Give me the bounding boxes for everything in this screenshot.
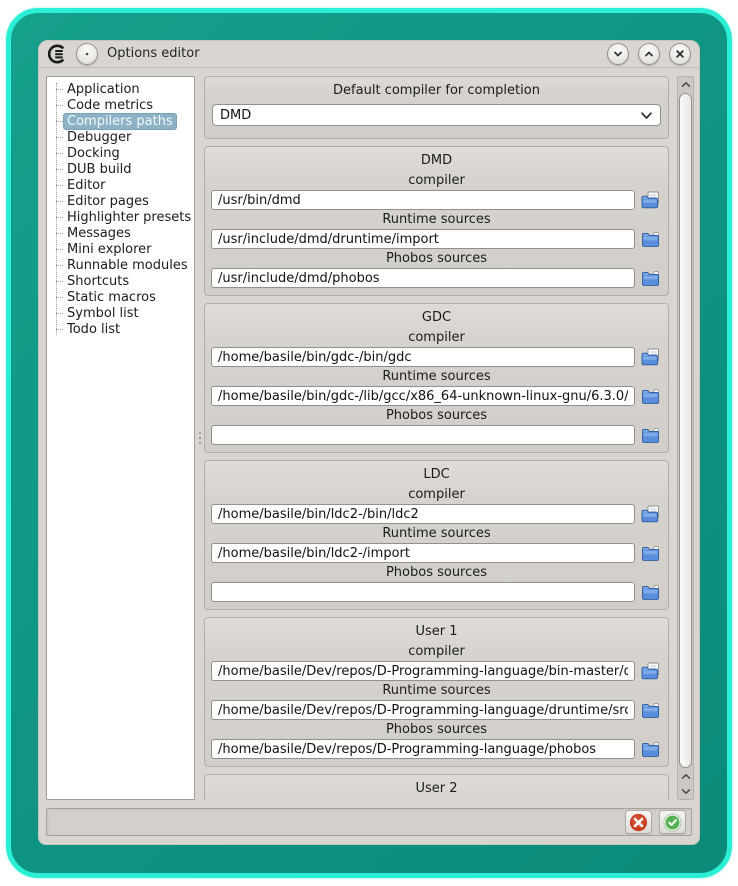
runtime-field-label: Runtime sources (382, 212, 491, 227)
runtime-field-label: Runtime sources (382, 369, 491, 384)
sidebar-item-label: Debugger (67, 129, 132, 145)
compiler-field-label: compiler (408, 487, 465, 502)
browse-folder-button[interactable] (640, 701, 662, 720)
sidebar-item-editor[interactable] (51, 177, 192, 193)
sidebar-item-label: DUB build (67, 161, 132, 177)
options-editor-window (38, 40, 700, 845)
combo-arrow-icon (640, 111, 653, 120)
sidebar-item-compilers-paths[interactable] (51, 113, 192, 129)
sidebar-item-label: Editor pages (67, 193, 149, 209)
scroll-up-icon (681, 81, 691, 88)
runtime-field-label: Runtime sources (382, 683, 491, 698)
sidebar-item-editor-pages[interactable] (51, 193, 192, 209)
phobos-field-label: Phobos sources (385, 251, 488, 266)
browse-folder-button[interactable] (640, 426, 662, 445)
runtime-field-label: Runtime sources (382, 526, 491, 541)
sidebar-item-runnable-modules[interactable] (51, 257, 192, 273)
browse-file-button[interactable] (640, 348, 662, 367)
compiler-path-input[interactable] (211, 190, 635, 210)
sidebar-item-label: Messages (67, 225, 131, 241)
cancel-icon (629, 813, 648, 832)
runtime-sources-path-input[interactable] (211, 229, 635, 249)
default-compiler-group (204, 76, 669, 139)
categories-panel (46, 76, 195, 800)
browse-file-button[interactable] (640, 505, 662, 524)
sidebar-item-label: Runnable modules (67, 257, 188, 273)
compiler-path-input[interactable] (211, 347, 635, 367)
vertical-scrollbar[interactable] (677, 76, 694, 800)
sidebar-item-todo-list[interactable] (51, 321, 192, 337)
browse-folder-button[interactable] (640, 387, 662, 406)
browse-folder-icon (641, 269, 661, 288)
close-button[interactable] (669, 43, 691, 65)
browse-folder-icon (641, 544, 661, 563)
runtime-sources-path-input[interactable] (211, 386, 635, 406)
browse-file-icon (641, 662, 661, 681)
browse-file-icon (641, 348, 661, 367)
browse-folder-button[interactable] (640, 230, 662, 249)
scroll-up-button-bottom[interactable] (678, 769, 693, 784)
close-icon (674, 48, 686, 60)
sidebar-item-messages[interactable] (51, 225, 192, 241)
compiler-group (204, 617, 669, 767)
scroll-down-icon (681, 788, 691, 795)
app-logo-icon (47, 44, 67, 64)
group-title: LDC (423, 467, 450, 482)
group-title: User 1 (415, 624, 458, 639)
compiler-path-input[interactable] (211, 504, 635, 524)
window-menu-icon (84, 51, 90, 57)
compiler-field-label: compiler (408, 644, 465, 659)
selected-compiler-value: DMD (220, 107, 252, 123)
sidebar-item-symbol-list[interactable] (51, 305, 192, 321)
browse-folder-button[interactable] (640, 583, 662, 602)
scroll-down-button[interactable] (678, 784, 693, 799)
compiler-group (204, 460, 669, 610)
phobos-sources-path-input[interactable] (211, 582, 635, 602)
browse-file-icon (641, 191, 661, 210)
shade-icon (612, 48, 624, 60)
sidebar-item-label: Docking (67, 145, 120, 161)
browse-folder-icon (641, 740, 661, 759)
browse-folder-button[interactable] (640, 544, 662, 563)
unshade-button[interactable] (638, 43, 660, 65)
scrollbar-thumb[interactable] (679, 93, 692, 768)
browse-folder-icon (641, 387, 661, 406)
sidebar-item-label: Shortcuts (67, 273, 130, 289)
runtime-sources-path-input[interactable] (211, 543, 635, 563)
browse-folder-icon (641, 230, 661, 249)
compiler-group (204, 146, 669, 296)
phobos-sources-path-input[interactable] (211, 739, 635, 759)
browse-folder-icon (641, 426, 661, 445)
sidebar-item-mini-explorer[interactable] (51, 241, 192, 257)
default-compiler-select[interactable] (212, 104, 661, 126)
phobos-sources-path-input[interactable] (211, 268, 635, 288)
phobos-field-label: Phobos sources (385, 722, 488, 737)
categories-tree (51, 81, 192, 337)
sidebar-item-label: Mini explorer (67, 241, 152, 257)
group-title: User 2 (415, 781, 458, 796)
sidebar-item-shortcuts[interactable] (51, 273, 192, 289)
sidebar-item-label: Static macros (67, 289, 156, 305)
sidebar-item-application[interactable] (51, 81, 192, 97)
shade-button[interactable] (607, 43, 629, 65)
sidebar-item-static-macros[interactable] (51, 289, 192, 305)
sidebar-item-label: Todo list (67, 321, 121, 337)
window-title: Options editor (107, 46, 200, 61)
browse-folder-button[interactable] (640, 269, 662, 288)
scroll-up-button[interactable] (678, 77, 693, 92)
compiler-field-label: compiler (408, 173, 465, 188)
sidebar-item-docking[interactable] (51, 145, 192, 161)
sidebar-item-highlighter-presets[interactable] (51, 209, 192, 225)
sidebar-item-code-metrics[interactable] (51, 97, 192, 113)
sidebar-item-label: Code metrics (67, 97, 154, 113)
group-title: Default compiler for completion (333, 83, 540, 98)
browse-folder-button[interactable] (640, 740, 662, 759)
browse-file-icon (641, 505, 661, 524)
sidebar-item-label: Compilers paths (63, 113, 177, 130)
sidebar-item-label: Symbol list (67, 305, 139, 321)
dialog-button-bar (46, 808, 692, 836)
compiler-path-input[interactable] (211, 661, 635, 681)
sidebar-item-label: Editor (67, 177, 106, 193)
runtime-sources-path-input[interactable] (211, 700, 635, 720)
browse-file-button[interactable] (640, 191, 662, 210)
sidebar-item-label: Application (67, 81, 140, 97)
phobos-sources-path-input[interactable] (211, 425, 635, 445)
window-menu-button[interactable] (76, 43, 98, 65)
splitter[interactable] (195, 76, 204, 800)
partial-compiler-group (204, 774, 669, 800)
scroll-up-icon (681, 773, 691, 780)
titlebar[interactable] (38, 40, 700, 68)
group-title: GDC (421, 310, 452, 325)
compiler-groups (204, 76, 674, 800)
group-title: DMD (420, 153, 453, 168)
browse-folder-icon (641, 701, 661, 720)
browse-file-button[interactable] (640, 662, 662, 681)
phobos-field-label: Phobos sources (385, 565, 488, 580)
accept-button[interactable] (659, 810, 686, 834)
phobos-field-label: Phobos sources (385, 408, 488, 423)
sidebar-item-label: Highlighter presets (67, 209, 192, 225)
unshade-icon (643, 48, 655, 60)
sidebar-item-debugger[interactable] (51, 129, 192, 145)
cancel-button[interactable] (625, 810, 652, 834)
compiler-group (204, 303, 669, 453)
accept-icon (663, 813, 682, 832)
browse-folder-icon (641, 583, 661, 602)
compiler-field-label: compiler (408, 330, 465, 345)
sidebar-item-dub-build[interactable] (51, 161, 192, 177)
